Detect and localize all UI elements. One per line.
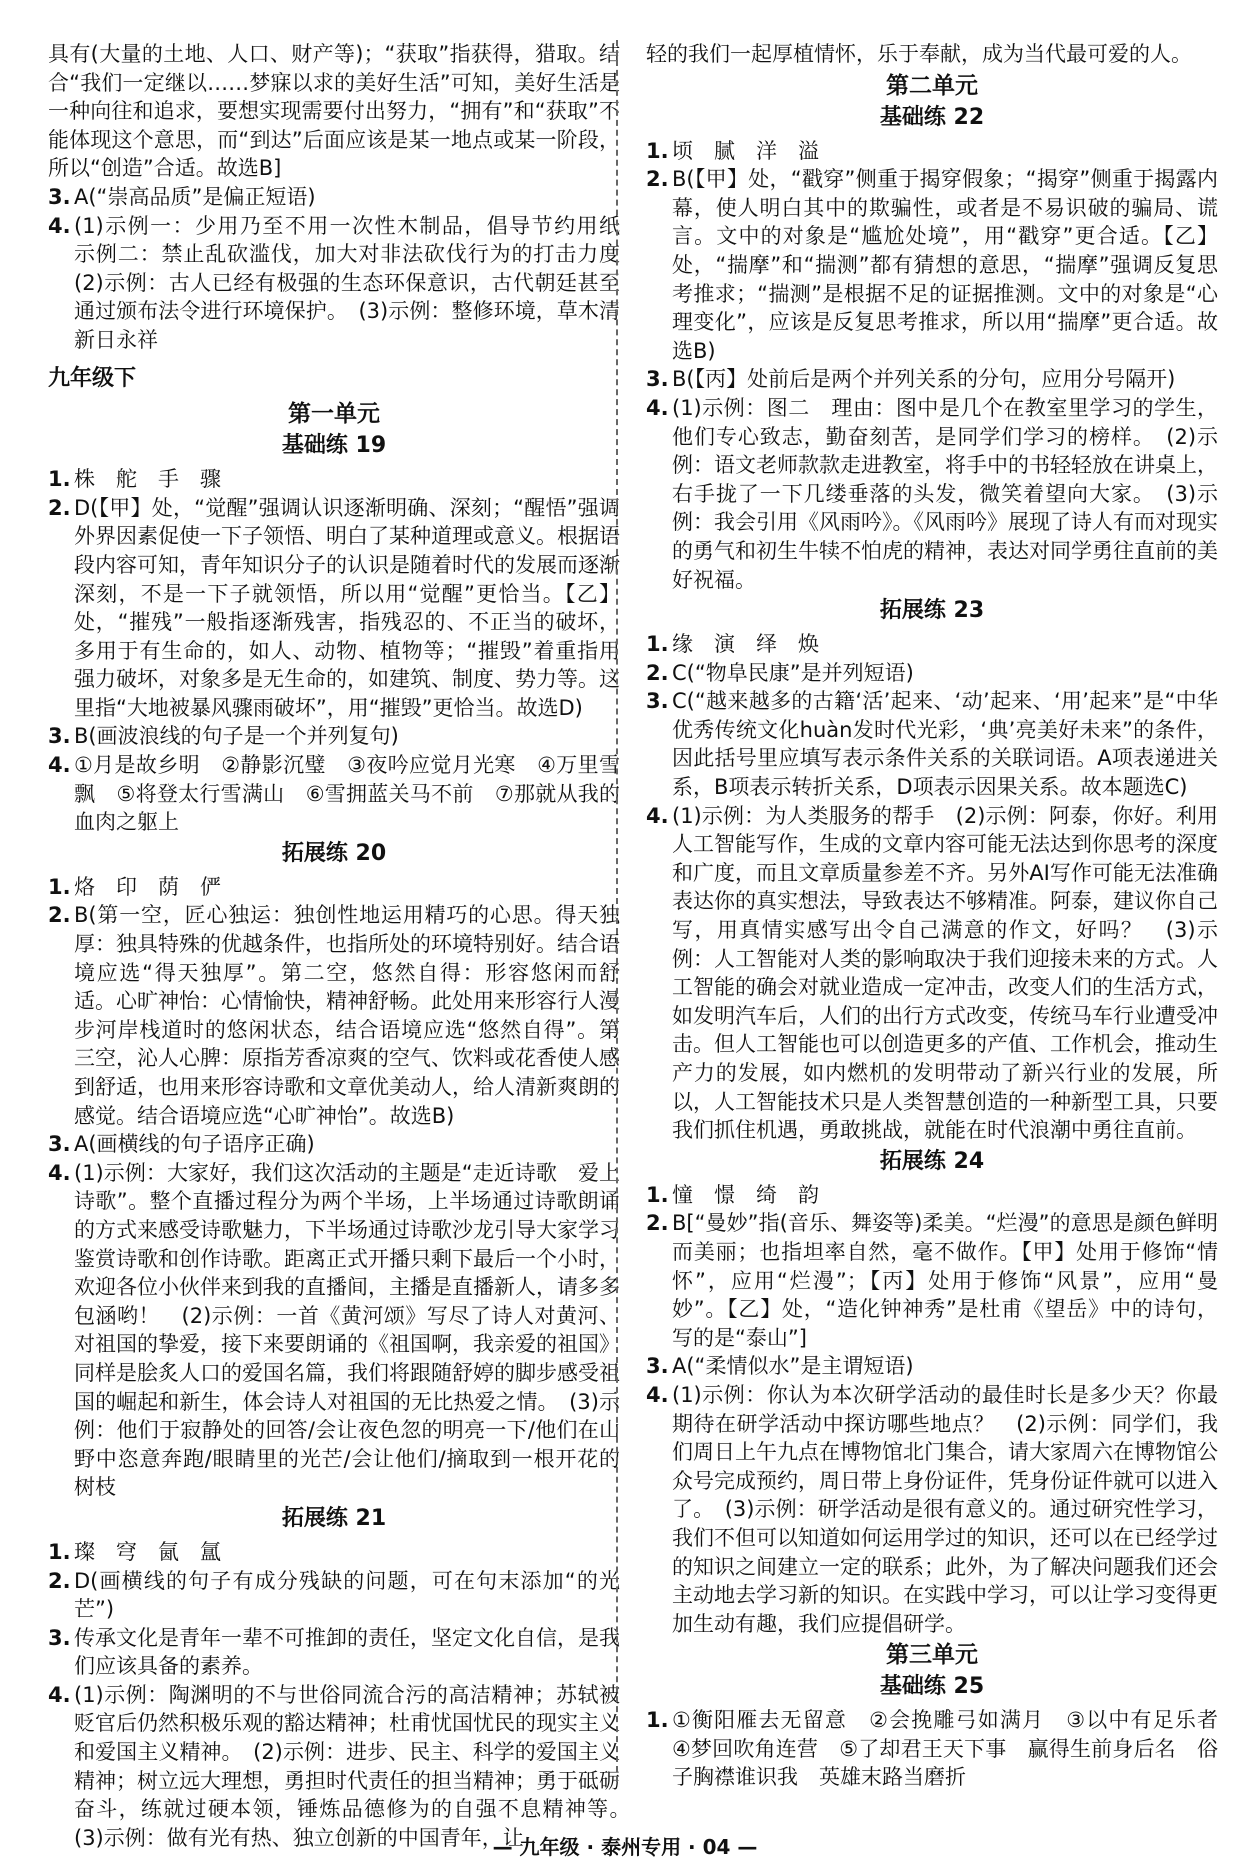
item-number: 4. (646, 803, 669, 828)
answer-text: D(画横线的句子有成分残缺的问题，可在句末添加“的光芒”) (74, 1568, 620, 1622)
exercise-title: 基础练 25 (879, 1674, 985, 1700)
answer-item (48, 1624, 620, 1681)
item-number: 1. (646, 1182, 669, 1207)
answer-text: B(【甲】处，“戳穿”侧重于揭穿假象；“揭穿”侧重于揭露内幕，使人明白其中的欺骗性，或者是不易识破的骗局、谎言。文中的对象是“尴尬处境”，用“戳穿”更合适。【乙】处，“揣摩”和“揣测”都有猜想的意思，“揣摩”强调反复思考推求；“揣测”是根据不足的证据推测。文中的对象是“心理变化”，应该是反复思考推求，所以用“揣摩”更合适。故选B) (672, 167, 1218, 363)
item-number: 3. (48, 1625, 71, 1650)
item-number: 4. (48, 753, 71, 778)
answer-text: B(画波浪线的句子是一个并列复句) (74, 724, 399, 749)
answer-text: B(第一空，匠心独运：独创性地运用精巧的心思。得天独厚：独具特殊的优越条件，也指所处的环境特别好。结合语境应选“得天独厚”。第二空，悠然自得：形容悠闲而舒适。心旷神怡：心情愉快，精神舒畅。此处用来形容行人漫步河岸栈道时的悠闲状态，结合语境应选“悠然自得”。第三空，沁人心脾：原指芳香凉爽的空气、饮料或花香使人感到舒适，也用来形容诗歌和文章优美动人，给人清新爽朗的感觉。结合语境应选“心旷神怡”。故选B) (74, 903, 620, 1128)
answer-text: ①衡阳雁去无留意 ②会挽雕弓如满月 ③以中有足乐者 ④梦回吹角连营 ⑤了却君王天下事 赢得生前身后名 俗子胸襟谁识我 英雄末路当磨折 (672, 1708, 1239, 1790)
item-number: 1. (48, 1539, 71, 1564)
grade-heading: 九年级下 (48, 365, 137, 391)
item-number: 4. (646, 395, 669, 420)
item-number: 3. (48, 1132, 71, 1157)
answer-item (646, 630, 1218, 659)
answer-text: C(“物阜民康”是并列短语) (672, 660, 914, 685)
answer-item (646, 1706, 1239, 1792)
item-number: 2. (48, 903, 71, 928)
item-number: 3. (48, 184, 71, 209)
answer-item (646, 659, 1218, 688)
item-number: 2. (646, 1211, 669, 1236)
item-number: 3. (646, 367, 669, 392)
answer-item (48, 1159, 620, 1502)
answer-item (48, 873, 620, 902)
answer-item (646, 1181, 1218, 1210)
item-number: 1. (646, 1708, 669, 1733)
answer-text: 株 舵 手 骤 (74, 467, 221, 492)
item-number: 2. (48, 1568, 71, 1593)
answer-text: 璨 穹 氤 氲 (74, 1539, 221, 1564)
answer-item (646, 1381, 1218, 1638)
item-number: 1. (646, 632, 669, 657)
answer-text: 憧 憬 绮 韵 (672, 1182, 819, 1207)
exercise-title: 拓展练 21 (281, 1505, 387, 1531)
answer-text: (1)示例：为人类服务的帮手 (2)示例：阿泰，你好。利用人工智能写作，生成的文章内容可能无法达到你思考的深度和广度，而且文章质量参差不齐。另外AI写作可能无法准确表达你的真实想法，导致表达不够精准。阿泰，建议你自己写，用真情实感写出令自己满意的作文，好吗？ (3)示例：人工智能对人类的影响取决于我们迎接未来的方式。人工智能的确会对就业造成一定冲击，改变人们的生活方式，如发明汽车后，人们的出行方式改变，传统马车行业遭受冲击。但人工智能也可以创造更多的产值、工作机会，推动生产力的发展，如内燃机的发明带动了新兴行业的发展，所以，人工智能技术只是人类智慧创造的一种新型工具，只要我们抓住机遇，勇敢挑战，就能在时代浪潮中勇往直前。 (672, 803, 1218, 1143)
answer-text: B(【丙】处前后是两个并列关系的分句，应用分号隔开) (672, 367, 1176, 392)
item-number: 2. (646, 167, 669, 192)
item-number: 3. (646, 1354, 669, 1379)
answer-item (48, 1538, 620, 1567)
answer-text: (1)示例：陶渊明的不与世俗同流合污的高洁精神；苏轼被贬官后仍然积极乐观的豁达精神；杜甫忧国忧民的现实主义和爱国主义精神。 (2)示例：进步、民主、科学的爱国主义精神；树立远大理想，勇担时代责任的担当精神；勇于砥砺奋斗，练就过硬本领，锤炼品德修为的自强不息精神等。 (3)示例：做有光有热、独立创新的中国青年，让 (74, 1682, 641, 1850)
answer-text: (1)示例一：少用乃至不用一次性木制品，倡导节约用纸 示例二：禁止乱砍滥伐，加大对非法砍伐行为的打击力度 (2)示例：古人已经有极强的生态环保意识，古代朝廷甚至通过颁布法令进行环境保护。 (3)示例：整修环境，草木清新日永祥 (74, 213, 641, 352)
item-number: 2. (48, 495, 71, 520)
answer-text: A(画横线的句子语序正确) (74, 1132, 315, 1157)
left-column (48, 40, 641, 1852)
answer-item (646, 1352, 1218, 1381)
item-number: 1. (48, 874, 71, 899)
item-number: 4. (48, 1682, 71, 1707)
answer-item (646, 137, 1218, 166)
answer-item (646, 1209, 1218, 1352)
answer-text: D(【甲】处，“觉醒”强调认识逐渐明确、深刻；“醒悟”强调外界因素促使一下子领悟、明白了某种道理或意义。根据语段内容可知，青年知识分子的认识是随着时代的发展而逐渐深刻，不是一下子就领悟，所以用“觉醒”更恰当。【乙】处，“摧残”一般指逐渐残害，指残忍的、不正当的破坏，多用于有生命的，如人、动物、植物等；“摧毁”着重指用强力破坏，对象多是无生命的，如建筑、制度、势力等。这里指“大地被暴风骤雨破坏”，用“摧毁”更恰当。故选D) (74, 495, 620, 720)
item-number: 3. (48, 724, 71, 749)
item-number: 4. (48, 213, 71, 238)
item-number: 4. (646, 1382, 669, 1407)
answer-text: C(“越来越多的古籍‘活’起来、‘动’起来、‘用’起来”是“中华优秀传统文化huàn发时代光彩，‘典’亮美好未来”的条件，因此括号里应填写表示条件关系的关联词语。A项表递进关系，B项表示转折关系，D项表示因果关系。故本题选C) (672, 689, 1218, 800)
unit-title: 第一单元 (288, 401, 380, 428)
exercise-title: 基础练 19 (281, 433, 387, 459)
continuation-paragraph: 具有(大量的土地、人口、财产等)；“获取”指获得，猎取。结合“我们一定继以……梦寐以求的美好生活”可知，美好生活是一种向往和追求，要想实现需要付出努力，“拥有”和“获取”不能体现这个意思，而“到达”后面应该是某一地点或某一阶段，所以“创造”合适。故选B] (48, 42, 620, 181)
continuation-paragraph: 轻的我们一起厚植情怀，乐于奉献，成为当代最可爱的人。 (646, 42, 1192, 66)
answer-item (48, 901, 620, 1130)
item-number: 4. (48, 1160, 71, 1185)
exercise-title: 拓展练 24 (879, 1148, 985, 1174)
answer-text: ①月是故乡明 ②静影沉璧 ③夜吟应觉月光寒 ④万里雪飘 ⑤将登太行雪满山 ⑥雪拥蓝关马不前 ⑦那就从我的血肉之躯上 (74, 753, 620, 835)
exercise-title: 拓展练 20 (281, 840, 387, 866)
answer-text: 烙 印 荫 俨 (74, 874, 221, 899)
column-divider (616, 40, 618, 1782)
item-number: 1. (646, 138, 669, 163)
answer-text: B[“曼妙”指(音乐、舞姿等)柔美。“烂漫”的意思是颜色鲜明而美丽；也指坦率自然，毫不做作。【甲】处用于修饰“情怀”，应用“烂漫”；【丙】处用于修饰“风景”，应用“曼妙”。【乙】处，“造化钟神秀”是杜甫《望岳》中的诗句，写的是“泰山”] (672, 1211, 1218, 1350)
answer-item (48, 465, 620, 494)
right-column (646, 40, 1239, 1792)
answer-text: 传承文化是青年一辈不可推卸的责任，坚定文化自信，是我们应该具备的素养。 (74, 1625, 620, 1679)
unit-title: 第三单元 (886, 1642, 978, 1669)
item-number: 1. (48, 467, 71, 492)
item-number: 2. (646, 660, 669, 685)
answer-text: (1)示例：图二 理由：图中是几个在教室里学习的学生，他们专心致志，勤奋刻苦，是同学们学习的榜样。 (2)示例：语文老师款款走进教室，将手中的书轻轻放在讲桌上，右手拢了一下几缕垂落的头发，微笑着望向大家。 (3)示例：我会引用《风雨吟》。《风雨吟》展现了诗人有而对现实的勇气和初生牛犊不怕虎的精神，表达对同学勇往直前的美好祝福。 (672, 395, 1218, 592)
answer-text: 缘 演 绎 焕 (672, 632, 819, 657)
answer-item (48, 1130, 620, 1159)
answer-text: A(“崇高品质”是偏正短语) (74, 184, 316, 209)
answer-item (48, 212, 641, 355)
answer-item (646, 394, 1218, 594)
answer-item (48, 1567, 620, 1624)
answer-text: (1)示例：大家好，我们这次活动的主题是“走近诗歌 爱上诗歌”。整个直播过程分为两个半场，上半场通过诗歌朗诵的方式来感受诗歌魅力，下半场通过诗歌沙龙引导大家学习鉴赏诗歌和创作诗歌。距离正式开播只剩下最后一个小时，欢迎各位小伙伴来到我的直播间，主播是直播新人，请多多包涵哟！ (2)示例：一首《黄河颂》写尽了诗人对黄河、对祖国的挚爱，接下来要朗诵的《祖国啊，我亲爱的祖国》同样是脍炙人口的爱国名篇，我们将跟随舒婷的脚步感受祖国的崛起和新生，体会诗人对祖国的无比热爱之情。 (3)示例：他们于寂静处的回答/会让夜色忽的明亮一下/他们在山野中恣意奔跑/眼睛里的光芒/会让他们/摘取到一根开花的树枝 (74, 1160, 620, 1500)
exercise-title: 基础练 22 (879, 104, 985, 130)
answer-item (646, 365, 1218, 394)
item-number: 3. (646, 689, 669, 714)
answer-item (646, 687, 1218, 801)
page-footer: — 九年级 · 泰州专用 · 04 — (492, 1835, 758, 1859)
answer-text: A(“柔情似水”是主谓短语) (672, 1354, 914, 1379)
answer-item (48, 751, 620, 837)
answer-item (48, 722, 620, 751)
answer-item (48, 183, 620, 212)
answer-item (646, 165, 1218, 365)
exercise-title: 拓展练 23 (879, 598, 985, 624)
answer-item (48, 494, 620, 723)
answer-item (646, 802, 1218, 1145)
answer-item (48, 1681, 641, 1853)
answer-text: (1)示例：你认为本次研学活动的最佳时长是多少天？你最期待在研学活动中探访哪些地点？ (2)示例：同学们，我们周日上午九点在博物馆北门集合，请大家周六在博物馆公众号完成预约，周日带上身份证件，凭身份证件就可以进入了。 (3)示例：研学活动是很有意义的。通过研究性学习，我们不但可以知道如何运用学过的知识，还可以在已经学过的知识之间建立一定的联系；此外，为了解决问题我们还会主动地去学习新的知识。在实践中学习，可以让学习变得更加生动有趣，我们应提倡研学。 (672, 1382, 1218, 1636)
answer-text: 顷 腻 洋 溢 (672, 138, 819, 163)
unit-title: 第二单元 (886, 72, 978, 99)
